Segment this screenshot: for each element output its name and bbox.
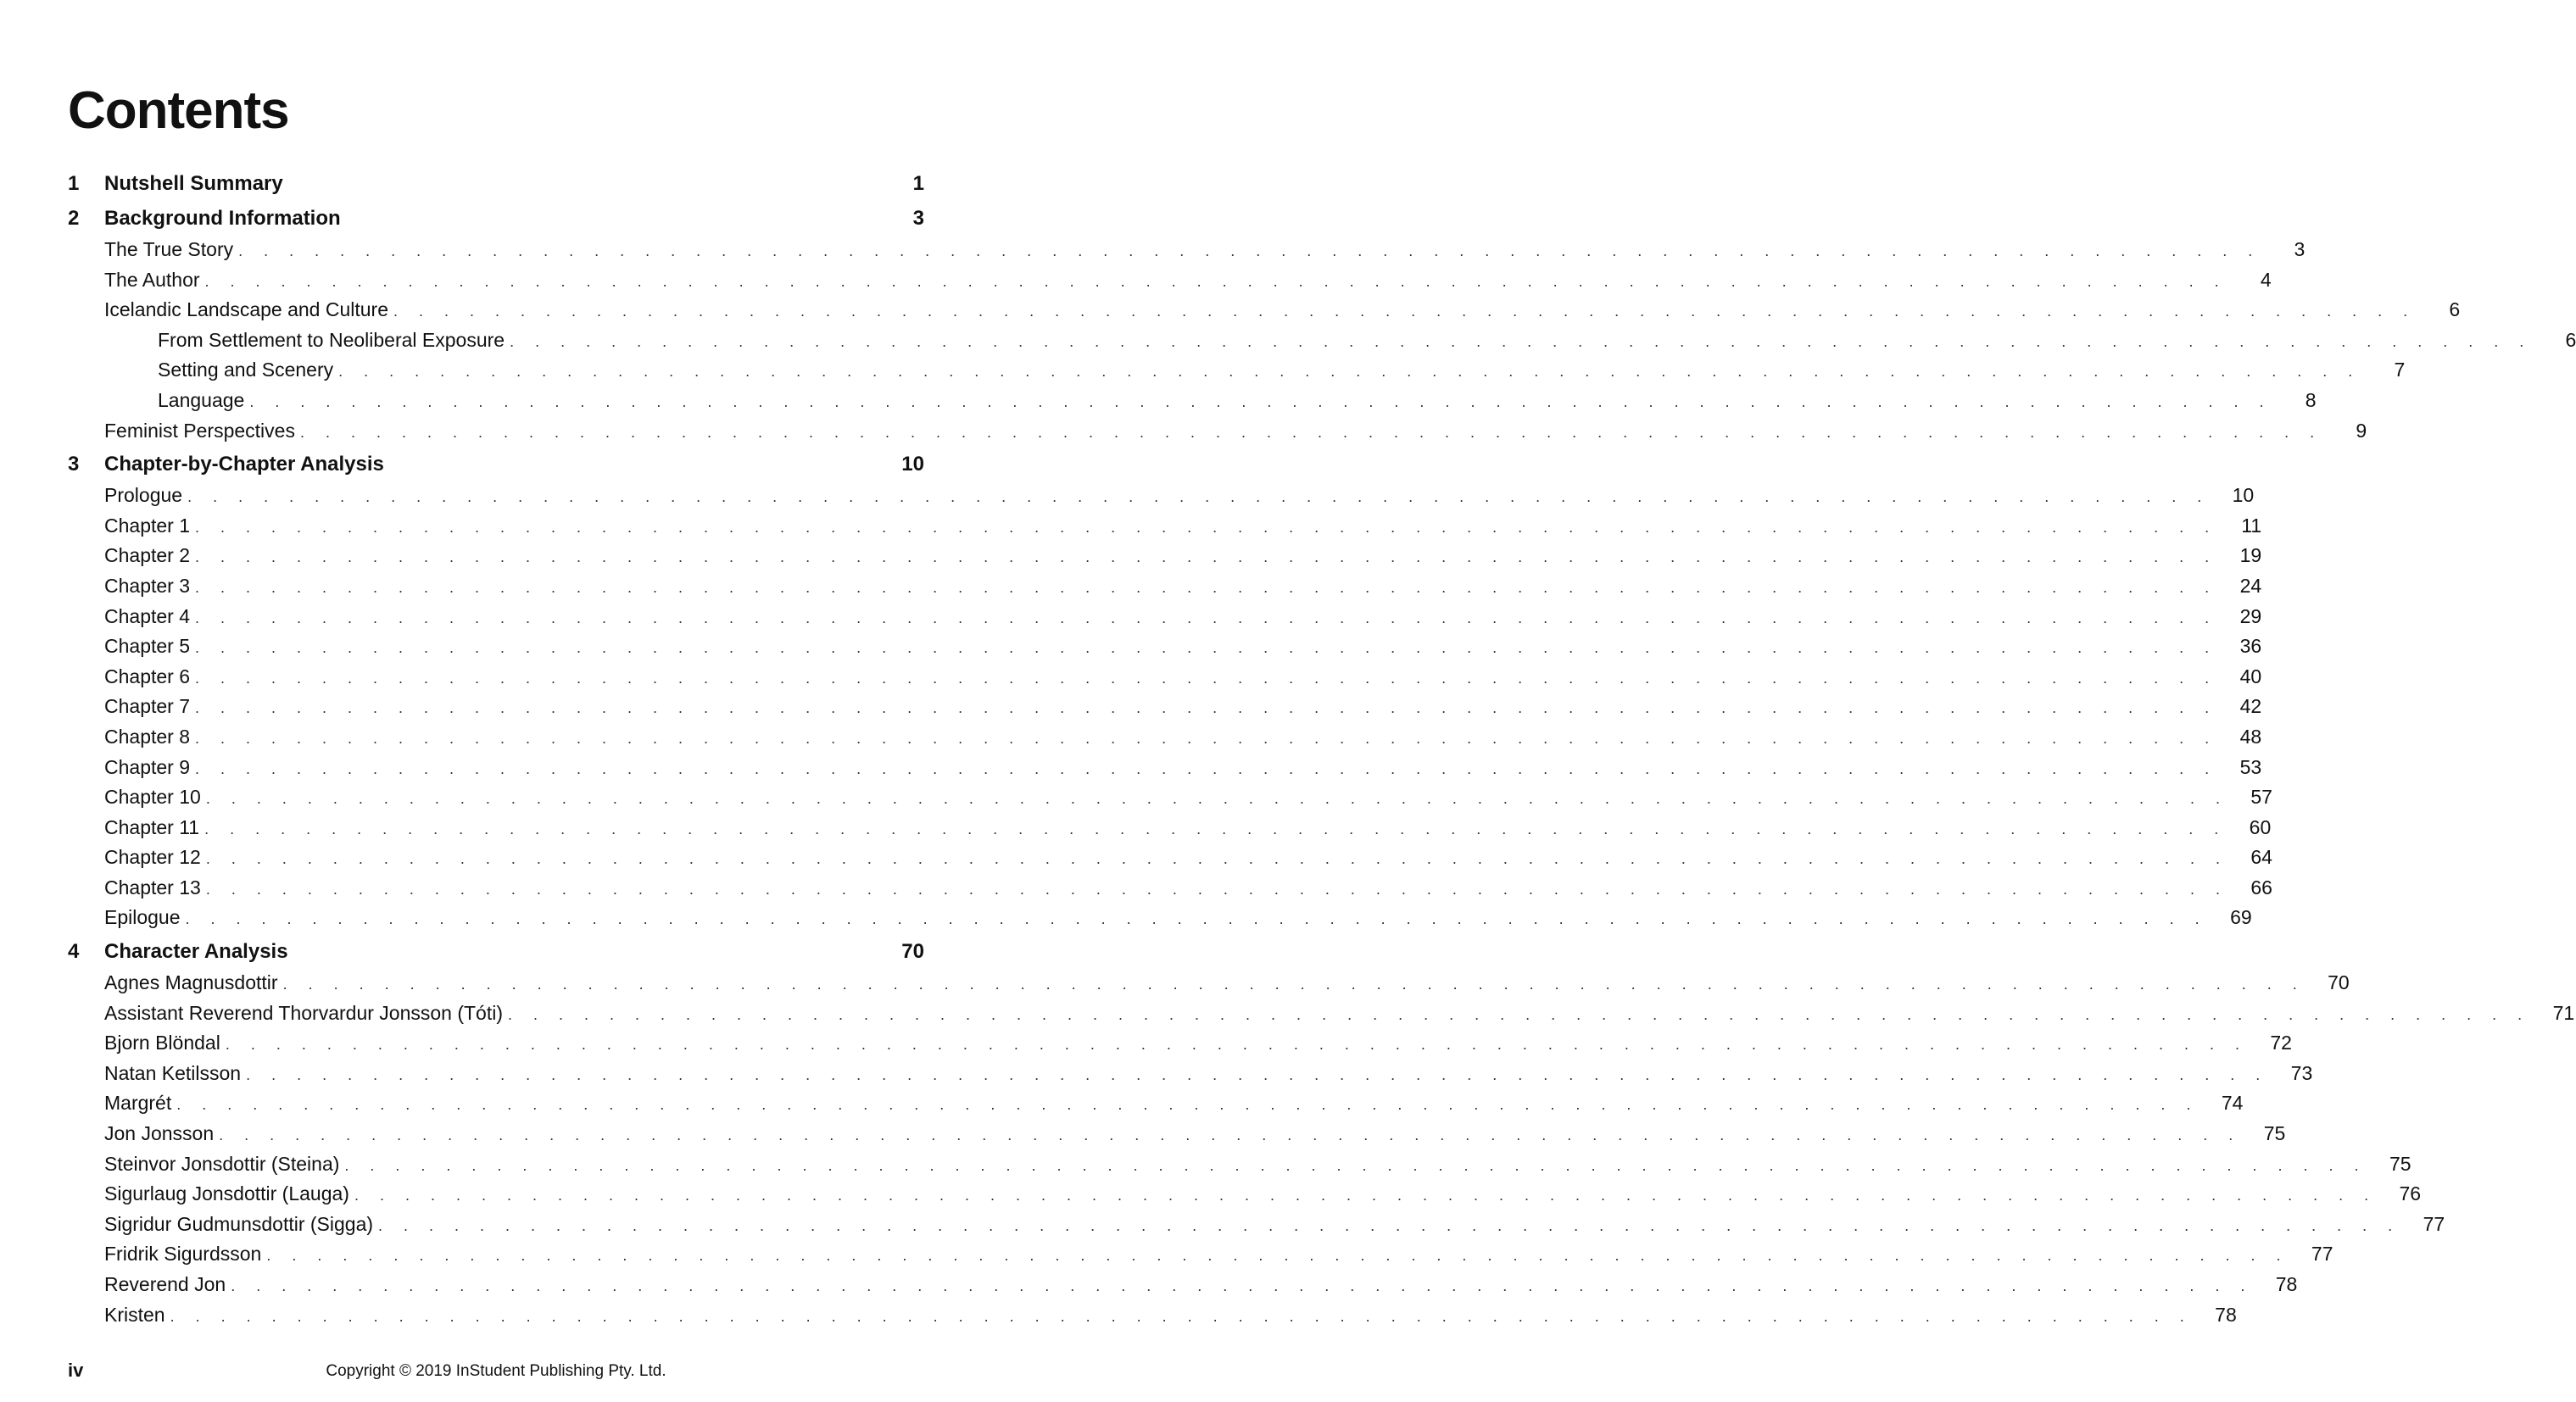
- toc-section-heading[interactable]: [68, 448, 924, 481]
- entry-title: Jon Jonsson: [104, 1122, 215, 1145]
- entry-page-number: 64: [2250, 846, 2272, 869]
- dot-leader: . . . . . . . . . . . . . . . . . . . . . . . . . . . . . . . . . . . . . . . . . . . . . . . . . . . . . . . . . . . . . . . . . . . . . . . . . . . . . . . .: [299, 423, 2323, 441]
- toc-entry[interactable]: [68, 873, 2272, 904]
- entry-title: The True Story: [104, 238, 234, 260]
- entry-page-number: 40: [2239, 665, 2262, 687]
- dot-leader: . . . . . . . . . . . . . . . . . . . . . . . . . . . . . . . . . . . . . . . . . . . . . . . . . . . . . . . . . . . . . . . . . . . . . . . . . . . . . . . .: [510, 332, 2533, 350]
- toc-section-heading[interactable]: [68, 168, 924, 200]
- dot-leader: . . . . . . . . . . . . . . . . . . . . . . . . . . . . . . . . . . . . . . . . . . . . . . . . . . . . . . . . . . . . . . . . . . . . . . . . . . . . . . . .: [231, 1277, 2254, 1294]
- dot-leader: . . . . . . . . . . . . . . . . . . . . . . . . . . . . . . . . . . . . . . . . . . . . . . . . . . . . . . . . . . . . . . . . . . . . . . . . . . . . . . . .: [195, 729, 2218, 747]
- dot-leader: . . . . . . . . . . . . . . . . . . . . . . . . . . . . . . . . . . . . . . . . . . . . . . . . . . . . . . . . . . . . . . . . . . . . . . . . . . . . . . . .: [204, 272, 2228, 290]
- entry-title: Chapter 8: [104, 725, 191, 748]
- toc-entry[interactable]: [68, 753, 2262, 783]
- dot-leader: . . . . . . . . . . . . . . . . . . . . . . . . . . . . . . . . . . . . . . . . . . . . . . . . . . . . . . . . . . . . . . . . . . . . . . . . . . . . . . . .: [338, 363, 2361, 381]
- toc-entry[interactable]: [68, 692, 2262, 722]
- section-page-number: 3: [912, 207, 924, 230]
- toc-entry[interactable]: [68, 1270, 2298, 1300]
- entry-page-number: 60: [2249, 815, 2272, 838]
- section-number: 1: [68, 172, 80, 195]
- toc-subentry[interactable]: [68, 386, 2317, 416]
- section-title: Nutshell Summary: [104, 172, 283, 195]
- toc-entry[interactable]: [68, 843, 2272, 873]
- entry-title: Bjorn Blöndal: [104, 1032, 220, 1054]
- section-page-number: 1: [912, 172, 924, 195]
- dot-leader: . . . . . . . . . . . . . . . . . . . . . . . . . . . . . . . . . . . . . . . . . . . . . . . . . . . . . . . . . . . . . . . . . . . . . . . . . . . . . . . .: [187, 488, 2211, 506]
- entry-title: Chapter 7: [104, 695, 191, 718]
- toc-entry[interactable]: [68, 571, 2262, 602]
- entry-page-number: 75: [2389, 1152, 2412, 1175]
- entry-title: Fridrik Sigurdsson: [104, 1243, 262, 1266]
- entry-page-number: 72: [2270, 1032, 2292, 1054]
- entry-title: Chapter 4: [104, 604, 191, 627]
- toc-section-heading[interactable]: [68, 203, 924, 235]
- dot-leader: . . . . . . . . . . . . . . . . . . . . . . . . . . . . . . . . . . . . . . . . . . . . . . . . . . . . . . . . . . . . . . . . . . . . . . . . . . . . . . . .: [195, 518, 2218, 536]
- dot-leader: . . . . . . . . . . . . . . . . . . . . . . . . . . . . . . . . . . . . . . . . . . . . . . . . . . . . . . . . . . . . . . . . . . . . . . . . . . . . . . . .: [195, 548, 2218, 566]
- entry-title: Chapter 3: [104, 574, 191, 597]
- entry-title: Chapter 6: [104, 665, 191, 687]
- toc-entry[interactable]: [68, 1149, 2412, 1180]
- entry-page-number: 42: [2239, 695, 2262, 718]
- entry-title: Chapter 10: [104, 786, 201, 809]
- toc-entry[interactable]: [68, 481, 2255, 511]
- toc-entry[interactable]: [68, 416, 2367, 447]
- dot-leader: . . . . . . . . . . . . . . . . . . . . . . . . . . . . . . . . . . . . . . . . . . . . . . . . . . . . . . . . . . . . . . . . . . . . . . . . . . . . . . . .: [225, 1036, 2248, 1054]
- dot-leader: . . . . . . . . . . . . . . . . . . . . . . . . . . . . . . . . . . . . . . . . . . . . . . . . . . . . . . . . . . . . . . . . . . . . . . . . . . . . . . . .: [195, 609, 2218, 626]
- section-page-number: 70: [901, 940, 924, 964]
- entry-page-number: 8: [2305, 388, 2317, 411]
- entry-title: Icelandic Landscape and Culture: [104, 298, 389, 321]
- toc-entry[interactable]: [68, 999, 2575, 1029]
- entry-title: Chapter 5: [104, 635, 191, 658]
- dot-leader: . . . . . . . . . . . . . . . . . . . . . . . . . . . . . . . . . . . . . . . . . . . . . . . . . . . . . . . . . . . . . . . . . . . . . . . . . . . . . . . .: [354, 1187, 2378, 1204]
- entry-title: Sigridur Gudmunsdottir (Sigga): [104, 1212, 374, 1235]
- entry-page-number: 78: [2275, 1273, 2298, 1295]
- dot-leader: . . . . . . . . . . . . . . . . . . . . . . . . . . . . . . . . . . . . . . . . . . . . . . . . . . . . . . . . . . . . . . . . . . . . . . . . . . . . . . . .: [176, 1096, 2200, 1114]
- toc-subentry[interactable]: [68, 355, 2406, 386]
- entry-page-number: 73: [2290, 1061, 2313, 1084]
- entry-page-number: 48: [2239, 725, 2262, 748]
- dot-leader: . . . . . . . . . . . . . . . . . . . . . . . . . . . . . . . . . . . . . . . . . . . . . . . . . . . . . . . . . . . . . . . . . . . . . . . . . . . . . . . .: [195, 639, 2218, 657]
- section-title: Character Analysis: [104, 940, 288, 964]
- section-title: Background Information: [104, 207, 341, 230]
- dot-leader: . . . . . . . . . . . . . . . . . . . . . . . . . . . . . . . . . . . . . . . . . . . . . . . . . . . . . . . . . . . . . . . . . . . . . . . . . . . . . . . .: [219, 1127, 2242, 1144]
- entry-title: Natan Ketilsson: [104, 1061, 242, 1084]
- entry-title: The Author: [104, 268, 200, 291]
- dot-leader: . . . . . . . . . . . . . . . . . . . . . . . . . . . . . . . . . . . . . . . . . . . . . . . . . . . . . . . . . . . . . . . . . . . . . . . . . . . . . . . .: [205, 850, 2228, 868]
- entry-page-number: 78: [2215, 1303, 2237, 1326]
- toc-entry[interactable]: [68, 903, 2252, 933]
- page-number: iv: [68, 1360, 84, 1381]
- dot-leader: . . . . . . . . . . . . . . . . . . . . . . . . . . . . . . . . . . . . . . . . . . . . . . . . . . . . . . . . . . . . . . . . . . . . . . . . . . . . . . . .: [238, 242, 2261, 259]
- entry-page-number: 3: [2294, 238, 2306, 260]
- dot-leader: . . . . . . . . . . . . . . . . . . . . . . . . . . . . . . . . . . . . . . . . . . . . . . . . . . . . . . . . . . . . . . . . . . . . . . . . . . . . . . . .: [249, 392, 2272, 410]
- dot-leader: . . . . . . . . . . . . . . . . . . . . . . . . . . . . . . . . . . . . . . . . . . . . . . . . . . . . . . . . . . . . . . . . . . . . . . . . . . . . . . . .: [282, 976, 2306, 993]
- page-title: Contents: [68, 81, 289, 140]
- entry-title: Margrét: [104, 1092, 172, 1115]
- dot-leader: . . . . . . . . . . . . . . . . . . . . . . . . . . . . . . . . . . . . . . . . . . . . . . . . . . . . . . . . . . . . . . . . . . . . . . . . . . . . . . . .: [185, 910, 2208, 928]
- entry-page-number: 69: [2230, 906, 2252, 929]
- section-number: 4: [68, 940, 80, 964]
- dot-leader: . . . . . . . . . . . . . . . . . . . . . . . . . . . . . . . . . . . . . . . . . . . . . . . . . . . . . . . . . . . . . . . . . . . . . . . . . . . . . . . .: [205, 880, 2228, 898]
- table-of-contents: [68, 168, 2576, 1330]
- toc-entry[interactable]: [68, 1119, 2286, 1149]
- dot-leader: . . . . . . . . . . . . . . . . . . . . . . . . . . . . . . . . . . . . . . . . . . . . . . . . . . . . . . . . . . . . . . . . . . . . . . . . . . . . . . . .: [344, 1156, 2367, 1174]
- entry-title: Chapter 2: [104, 544, 191, 567]
- entry-page-number: 76: [2399, 1182, 2422, 1205]
- toc-entry[interactable]: [68, 1088, 2244, 1119]
- entry-title: From Settlement to Neoliberal Exposure: [158, 328, 505, 351]
- entry-title: Setting and Scenery: [158, 359, 334, 381]
- entry-title: Agnes Magnusdottir: [104, 971, 278, 994]
- entry-page-number: 77: [2423, 1212, 2445, 1235]
- dot-leader: . . . . . . . . . . . . . . . . . . . . . . . . . . . . . . . . . . . . . . . . . . . . . . . . . . . . . . . . . . . . . . . . . . . . . . . . . . . . . . . .: [204, 820, 2228, 837]
- entry-page-number: 75: [2263, 1122, 2286, 1145]
- entry-page-number: 57: [2250, 786, 2272, 809]
- toc-entry[interactable]: [68, 631, 2262, 662]
- toc-entry[interactable]: [68, 1210, 2445, 1240]
- entry-title: Chapter 1: [104, 514, 191, 537]
- toc-entry[interactable]: [68, 295, 2461, 325]
- entry-title: Chapter 13: [104, 876, 201, 899]
- dot-leader: . . . . . . . . . . . . . . . . . . . . . . . . . . . . . . . . . . . . . . . . . . . . . . . . . . . . . . . . . . . . . . . . . . . . . . . . . . . . . . . .: [266, 1247, 2289, 1265]
- dot-leader: . . . . . . . . . . . . . . . . . . . . . . . . . . . . . . . . . . . . . . . . . . . . . . . . . . . . . . . . . . . . . . . . . . . . . . . . . . . . . . . .: [195, 759, 2218, 777]
- dot-leader: . . . . . . . . . . . . . . . . . . . . . . . . . . . . . . . . . . . . . . . . . . . . . . . . . . . . . . . . . . . . . . . . . . . . . . . . . . . . . . . .: [378, 1216, 2401, 1234]
- toc-entry[interactable]: [68, 813, 2272, 843]
- toc-section-heading[interactable]: [68, 936, 924, 968]
- entry-page-number: 74: [2221, 1092, 2244, 1115]
- toc-entry[interactable]: [68, 541, 2262, 571]
- entry-page-number: 77: [2311, 1243, 2333, 1266]
- toc-entry[interactable]: [68, 1059, 2313, 1089]
- entry-title: Reverend Jon: [104, 1273, 226, 1295]
- section-number: 3: [68, 453, 80, 476]
- entry-page-number: 6: [2449, 298, 2461, 321]
- entry-page-number: 53: [2239, 755, 2262, 778]
- dot-leader: . . . . . . . . . . . . . . . . . . . . . . . . . . . . . . . . . . . . . . . . . . . . . . . . . . . . . . . . . . . . . . . . . . . . . . . . . . . . . . . .: [195, 578, 2218, 596]
- dot-leader: . . . . . . . . . . . . . . . . . . . . . . . . . . . . . . . . . . . . . . . . . . . . . . . . . . . . . . . . . . . . . . . . . . . . . . . . . . . . . . . .: [393, 303, 2417, 320]
- dot-leader: . . . . . . . . . . . . . . . . . . . . . . . . . . . . . . . . . . . . . . . . . . . . . . . . . . . . . . . . . . . . . . . . . . . . . . . . . . . . . . . .: [170, 1307, 2193, 1325]
- entry-title: Epilogue: [104, 906, 181, 929]
- entry-title: Prologue: [104, 484, 183, 507]
- entry-page-number: 36: [2239, 635, 2262, 658]
- toc-entry[interactable]: [68, 602, 2262, 632]
- dot-leader: . . . . . . . . . . . . . . . . . . . . . . . . . . . . . . . . . . . . . . . . . . . . . . . . . . . . . . . . . . . . . . . . . . . . . . . . . . . . . . . .: [508, 1005, 2531, 1023]
- toc-entry[interactable]: [68, 782, 2272, 813]
- entry-title: Assistant Reverend Thorvardur Jonsson (Tóti): [104, 1001, 503, 1024]
- section-page-number: 10: [901, 453, 924, 476]
- toc-entry[interactable]: [68, 1028, 2292, 1059]
- entry-page-number: 6: [2565, 328, 2576, 351]
- entry-page-number: 9: [2356, 419, 2367, 442]
- entry-page-number: 19: [2239, 544, 2262, 567]
- toc-entry[interactable]: [68, 265, 2272, 296]
- toc-entry[interactable]: [68, 235, 2306, 265]
- entry-page-number: 70: [2328, 971, 2350, 994]
- toc-entry[interactable]: [68, 511, 2262, 542]
- toc-entry[interactable]: [68, 662, 2262, 693]
- toc-entry[interactable]: [68, 1300, 2237, 1331]
- entry-page-number: 7: [2394, 359, 2406, 381]
- dot-leader: . . . . . . . . . . . . . . . . . . . . . . . . . . . . . . . . . . . . . . . . . . . . . . . . . . . . . . . . . . . . . . . . . . . . . . . . . . . . . . . .: [246, 1065, 2269, 1083]
- entry-page-number: 29: [2239, 604, 2262, 627]
- entry-title: Chapter 12: [104, 846, 201, 869]
- section-number: 2: [68, 207, 80, 230]
- entry-page-number: 4: [2260, 268, 2272, 291]
- toc-entry[interactable]: [68, 1239, 2333, 1270]
- dot-leader: . . . . . . . . . . . . . . . . . . . . . . . . . . . . . . . . . . . . . . . . . . . . . . . . . . . . . . . . . . . . . . . . . . . . . . . . . . . . . . . .: [195, 699, 2218, 717]
- entry-title: Chapter 9: [104, 755, 191, 778]
- dot-leader: . . . . . . . . . . . . . . . . . . . . . . . . . . . . . . . . . . . . . . . . . . . . . . . . . . . . . . . . . . . . . . . . . . . . . . . . . . . . . . . .: [195, 669, 2218, 687]
- toc-subentry[interactable]: [68, 325, 2576, 356]
- entry-title: Feminist Perspectives: [104, 419, 295, 442]
- entry-page-number: 24: [2239, 574, 2262, 597]
- entry-page-number: 71: [2552, 1001, 2575, 1024]
- dot-leader: . . . . . . . . . . . . . . . . . . . . . . . . . . . . . . . . . . . . . . . . . . . . . . . . . . . . . . . . . . . . . . . . . . . . . . . . . . . . . . . .: [205, 790, 2228, 808]
- page-footer: [68, 1360, 924, 1385]
- toc-entry[interactable]: [68, 722, 2262, 753]
- entry-title: Steinvor Jonsdottir (Steina): [104, 1152, 340, 1175]
- entry-page-number: 10: [2232, 484, 2255, 507]
- entry-page-number: 11: [2241, 514, 2262, 537]
- entry-title: Language: [158, 388, 245, 411]
- entry-title: Kristen: [104, 1303, 165, 1326]
- toc-entry[interactable]: [68, 1179, 2422, 1210]
- entry-page-number: 66: [2250, 876, 2272, 899]
- toc-entry[interactable]: [68, 968, 2350, 999]
- section-title: Chapter-by-Chapter Analysis: [104, 453, 384, 476]
- entry-title: Sigurlaug Jonsdottir (Lauga): [104, 1182, 349, 1205]
- entry-title: Chapter 11: [104, 815, 200, 838]
- copyright-notice: Copyright © 2019 InStudent Publishing Pty. Ltd.: [326, 1362, 666, 1380]
